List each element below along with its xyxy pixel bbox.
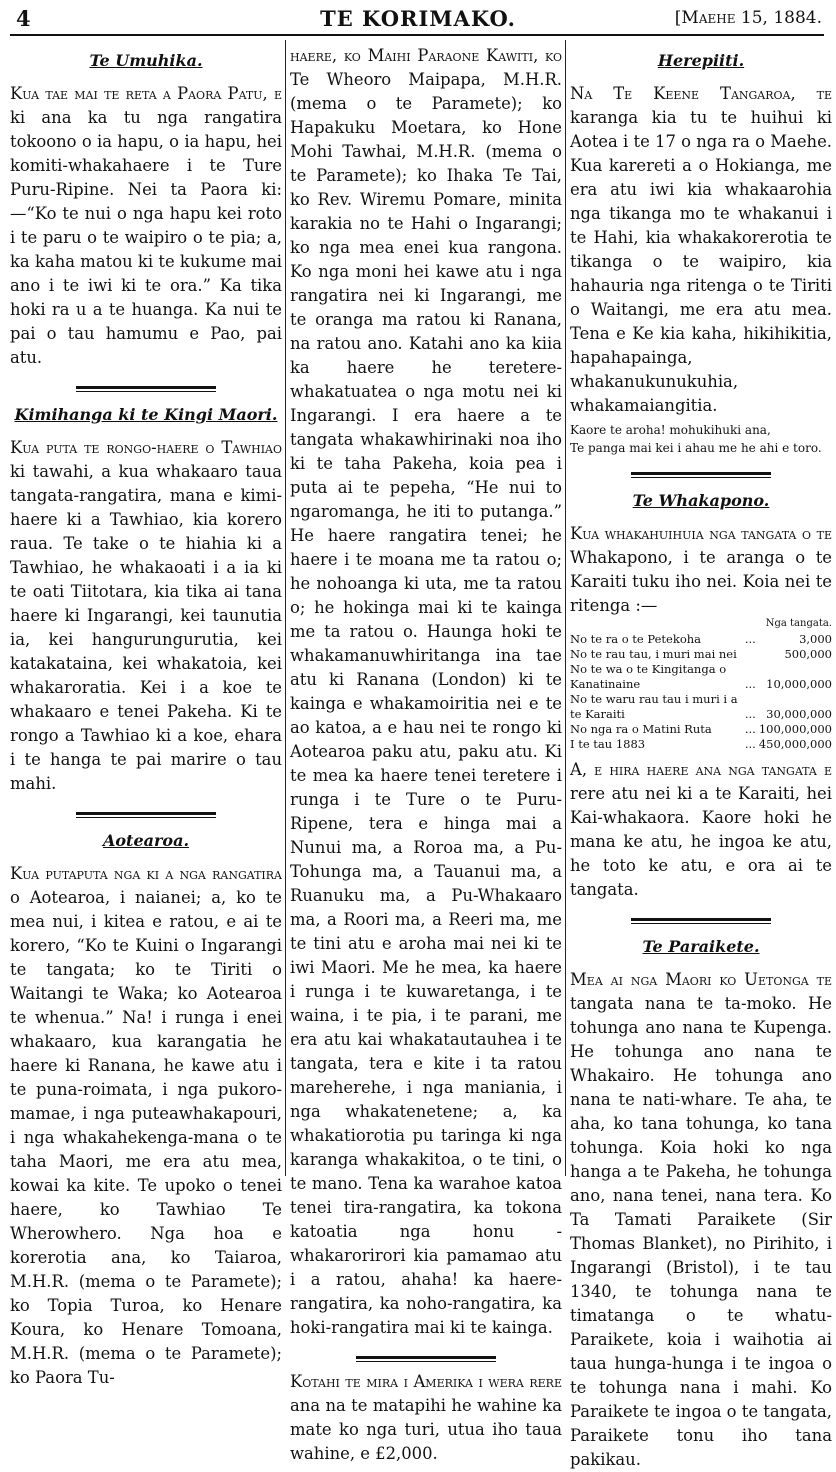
article-herepiiti <box>570 50 832 456</box>
row-label: No te ra o te Petekoha <box>570 632 702 646</box>
table-row <box>570 647 832 662</box>
article-body: Kua tae mai te reta a Paora Patu, e ki ana ka tu nga rangatira tokoono o ia hapu, o ia hapu, hei komiti-whakahaere i te Ture Puru-Ripine. Nei ta Paora ki:—“Ko te nui o nga hapu kei roto i te paru o te waipiro o te pia; a, ka kaha matou ki te kukume mai ano i te iwi ki te ora.” Ka tika hoki ra u a te huanga. Ka nui te pai o tau hamumu e Pao, pai atu. <box>10 84 282 367</box>
article-paraikete <box>570 936 832 1472</box>
article-umuhika <box>10 50 282 370</box>
article-aotearoa <box>10 830 282 1390</box>
page-header <box>0 0 836 40</box>
table-header: Nga tangata. <box>765 618 832 629</box>
row-label: I te tau 1883 <box>570 737 646 751</box>
article-body-continued: haere, ko Maihi Paraone Kawiti, ko Te Wheoro Maipapa, M.H.R. (mema o te Paramete); ko Hapakuku Moetara, ko Hone Mohi Tawhai, M.H.R. (mema o te Paramete); ko Ihaka Te Tai, ko Rev. Wiremu Pomare, minita karakia no te Hahi o Ingarangi; ko nga mea enei kua rangona. Ko nga moni hei kawe atu i nga rangatira nei ki Ingarangi, me te oranga ma ratou ki Ranana, na ratou ano. Katahi ano ka kiia ka haere he teretere-whakatuatea o nga motu nei ki Ingarangi. I era haere a te tangata whakawhirinaki noa iho ki te taha Pakeha, koia pea i puta ai te pepeha, “He nui to ngaromanga, he iti to putanga.” He haere rangatira tenei; he haere i te moana me ta ratou o; he nohoanga ki uta, me ta ratou o; he hokinga mai ki te kainga me ta ratou o. Haunga hoki te whakamanuwhiritanga ina tae atu ki Ranana (London) ki te kainga e whakamoiritia nei e te ao katoa, a e hau nei te rongo ki Aotearoa paku atu, paku atu. Ki te mea ka haere tenei teretere i runga i te Ture o te Puru-Ripene, tera e hinga mai a Nunui ma, a Roroa ma, a Pu-Tohunga ma, a Tauanui ma, a Ruanuku ma, a Pu-Whakaaro ma, a Roori ma, a Reeri ma, me te tini atu e aroha mai nei ki te iwi Maori. Me he mea, ka haere i runga i te kuwaretanga, i te waina, i te pia, i te parani, me era atu kai whakatautauhea i te tangata, tera e kite i ta ratou mareherehe, i nga maniania, i nga whakatenetene; a, ka whakatiorotia pu taringa ki nga karanga whakakitoa, o te tini, o te mano. Tena ka warahoe katoa tenei tira-rangatira, ka tokona katoatia nga honu - whakarorirori kia pamamao atu i a ratou, ahaha! ka haere-rangatira, ka noho-rangatira, ka hoki-rangatira mai ki te kainga. <box>290 46 562 1337</box>
article-title: Kimihanga ki te Kingi Maori. <box>14 405 278 424</box>
article-body: Mea ai nga Maori ko Uetonga te tangata nana te ta-moko. He tohunga ano nana te Kupenga. He tohunga ano nana te Whakairo. He tohunga ano nana te nati-whare. Te aha, te aha, ko tana tohunga, ko tana tohunga. Koia hoki ko nga hanga a te Pakeha, he tohunga ano, nana tenei, nana tera. Ko Ta Tamati Paraikete (Sir Thomas Blanket), no Pirihito, i Ingarangi (Bristol), i te tau 1340, te tohunga nana te timatanga o te whatu-Paraikete, koia i waihotia ai taua hunga-hunga i te ingoa o te tohunga nana i mahi. Ko Paraikete te ingoa o te tangata, Paraikete tonu iho tana pakikau. <box>570 970 833 1469</box>
article-whakapono <box>570 490 832 902</box>
section-separator <box>356 1356 496 1364</box>
article-title: Herepiiti. <box>657 51 745 70</box>
article-body: Na Te Keene Tangaroa, te karanga kia tu te huihui ki Aotea i te 17 o nga ra o Maehe. Kua karereti a o Hokianga, me era atu iwi kia whakaarohia nga tikanga mo te whakanui i te Hahi, kia whakakorerotia te tikanga o te waipiro, kia hahauria nga ritenga o te Tiriti o Waitangi, me era atu mea. Tena e Ke kia kaha, hikihikitia, hapahapainga, whakanukunukuhia, whakamaiangitia. <box>570 84 832 415</box>
section-separator <box>631 918 771 926</box>
newspaper-title: TE KORIMAKO. <box>320 6 516 31</box>
section-separator <box>76 812 216 820</box>
article-kimihanga <box>10 404 282 796</box>
row-value: 100,000,000 <box>758 722 832 736</box>
issue-date: [Maehe 15, 1884. <box>674 8 822 28</box>
row-value: 10,000,000 <box>766 677 832 691</box>
column-1 <box>10 40 282 1387</box>
statistics-table <box>570 632 832 752</box>
row-leader-dots <box>742 647 759 662</box>
table-row <box>570 632 832 647</box>
row-label: No te wa o te Kingitanga o Kanatinaine <box>570 662 727 691</box>
header-rule <box>10 34 824 36</box>
article-title: Te Paraikete. <box>642 937 760 956</box>
article-body: Kua puta te rongo-haere o Tawhiao ki tawahi, a kua whakaaro taua tangata-rangatira, mana e kimi-haere ki a Tawhiao, kia korero raua. Te take o te hiahia ki a Tawhiao, he whakaoati i a ia ki te oati Tiitotara, kia tika ai tana haere ki Ingarangi, kei taunutia ia, kei hangurungurutia, kei katakataina, kei whakatoia, kei whakaroratia. Kei i a koe te whakaaro e tenei Pakeha. Ki te rongo a Tawhiao ki a koe, ehara i te hanga te pai marire o tau mahi. <box>10 438 282 793</box>
article-body: Kotahi te mira i Amerika i wera rere ana na te matapihi he wahine ka mate ko nga turi, utua iho taua wahine, e £2,000. <box>290 1372 562 1463</box>
column-2 <box>290 40 562 1463</box>
row-value: 450,000,000 <box>758 737 832 751</box>
row-label: No nga ra o Matini Ruta <box>570 722 712 736</box>
section-separator <box>631 472 771 480</box>
row-value: 500,000 <box>784 647 832 661</box>
row-label: No te rau tau, i muri mai nei <box>570 647 737 661</box>
row-leader-dots: ... <box>744 632 756 646</box>
section-separator <box>76 386 216 394</box>
table-row <box>570 692 832 722</box>
verse-line: Kaore te aroha! mohukihuki ana, <box>570 423 771 437</box>
page-number: 4 <box>16 6 31 31</box>
table-row <box>570 737 832 752</box>
row-leader-dots: ... <box>744 677 756 691</box>
article-title: Te Umuhika. <box>89 51 203 70</box>
column-3 <box>570 40 833 1469</box>
row-leader-dots: ... <box>744 707 756 721</box>
verse-line: Te panga mai kei i ahau me he ahi e toro. <box>570 441 822 455</box>
row-leader-dots: ... <box>744 722 756 736</box>
article-body: Kua putaputa nga ki a nga rangatira o Aotearoa, i naianei; a, ko te mea nui, i kitea e ratou, e ai te korero, “Ko te Kuini o Ingarangi te tangata; ko te Tiriti o Waitangi te Waka; ko Aotearoa te whenua.” Na! i runga i enei whakaaro, kua karangatia he haere ki Ranana, he kawe atu i te puna-roimata, i nga pukoro-mamae, i nga puteawhakapouri, i nga whakahekenga-mana o te taha Maori, me era atu mea, kowai ka kite. Te upoko o tenei haere, ko Tawhiao Te Wherowhero. Nga hoa e korerotia ana, ko Taiaroa, M.H.R. (mema o te Paramete); ko Topia Turoa, ko Henare Koura, ko Henare Tomoana, M.H.R. (mema o te Paramete); ko Paora Tu- <box>10 864 282 1387</box>
table-row <box>570 662 832 692</box>
article-body: A, e hira haere ana nga tangata e rere atu nei ki a te Karaiti, hei Kai-whakaora. Kaore hoki he mana ke atu, he ingoa ke atu, he toto ke atu, e ora ai te tangata. <box>570 760 832 899</box>
column-divider <box>565 40 566 1176</box>
row-value: 30,000,000 <box>766 707 832 721</box>
table-row <box>570 722 832 737</box>
row-label: No te waru rau tau i muri i a te Karaiti <box>570 692 738 721</box>
article-body: Kua whakahuihuia nga tangata o te Whakapono, i te aranga o te Karaiti tuku iho nei. Koia nei te ritenga :— <box>570 524 832 615</box>
article-title: Te Whakapono. <box>632 491 770 510</box>
row-leader-dots: ... <box>744 737 756 751</box>
row-value: 3,000 <box>799 632 832 646</box>
article-title: Aotearoa. <box>102 831 190 850</box>
column-divider <box>285 40 286 1176</box>
